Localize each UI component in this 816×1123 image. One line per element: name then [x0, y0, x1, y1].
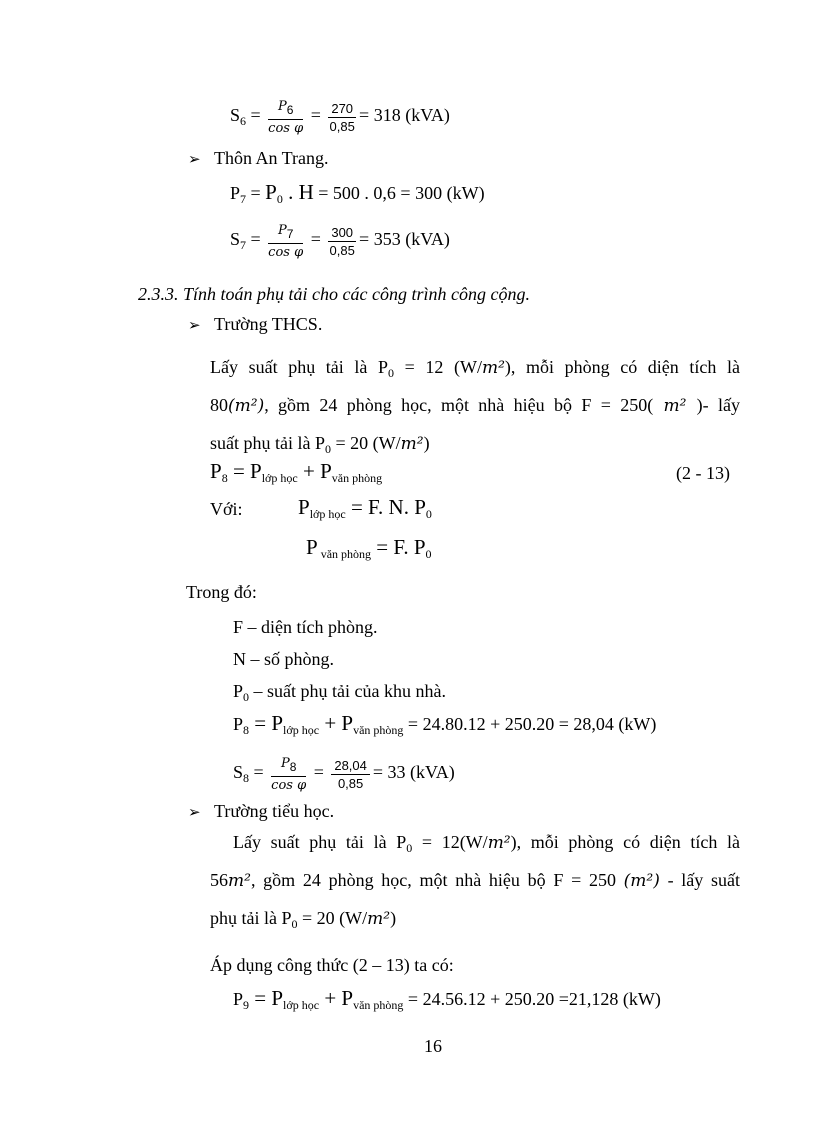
- s6-fraction-values: $\frac{270}{0,85}$: [329, 100, 355, 134]
- voi-label: Với:: [210, 499, 243, 519]
- thcs-heading: ➢ Trường THCS.: [188, 312, 322, 337]
- equation-number: (2 - 13): [676, 463, 730, 483]
- s7-fraction-power: $\frac{P7}{\text{cos φ}}$: [268, 223, 304, 260]
- s7-equation: $S_7$ = $\frac{P7}{\text{cos φ}}$ = $\frac{300}{0,85}$ = 353 (kVA): [230, 223, 450, 260]
- arrow-bullet-icon: ➢: [188, 803, 201, 821]
- s6-equation: $S_6$ = $\frac{P6}{\text{cos φ}}$ = $\frac{270}{0,85}$ = 318 (kVA): [230, 99, 450, 136]
- tieu-hoc-heading: ➢ Trường tiểu học.: [188, 799, 334, 824]
- definition-p0: $P_0$ – suất phụ tải của khu nhà.: [233, 681, 446, 704]
- p-van-phong-formula: P $_{văn phòng}$ = F. $P_0$: [306, 535, 432, 561]
- s8-fraction-power: $\frac{P8}{\text{cos φ}}$: [271, 756, 307, 793]
- s8-equation: $S_8$ = $\frac{P8}{\text{cos φ}}$ = $\frac{28,04}{0,85}$ = 33 (kVA): [233, 756, 455, 793]
- s7-fraction-values: $\frac{300}{0,85}$: [329, 224, 355, 258]
- section-title: 2.3.3. Tính toán phụ tải cho các công trình công cộng.: [138, 284, 530, 304]
- page-number: 16: [424, 1036, 442, 1056]
- thcs-paragraph-line-3: suất phụ tải là $P_0 = 20$ (W/m²): [210, 433, 430, 456]
- apply-formula-text: Áp dụng công thức (2 – 13) ta có:: [210, 955, 454, 975]
- tieu-hoc-paragraph-line-2: 56m², gồm 24 phòng học, một nhà hiệu bộ F = 250 (m²) - lấy suất: [210, 870, 741, 891]
- formula-2-13: $P_8 = P_{lớp học} + P_{văn phòng}$: [210, 459, 383, 485]
- s6-fraction-power: $\frac{P6}{\text{cos φ}}$: [268, 99, 304, 136]
- an-trang-heading: ➢ Thôn An Trang.: [188, 146, 329, 171]
- thcs-paragraph-line-2: 80(m²), gồm 24 phòng học, một nhà hiệu bộ F = 250( m² )- lấy: [210, 395, 740, 416]
- tieu-hoc-paragraph-line-1: Lấy suất phụ tải là $P_0 = 12(W/m^2)$, mỗi phòng có diện tích là: [233, 832, 740, 855]
- p9-equation: $P_9 = P_{lớp học} + P_{văn phòng} = 24.56.12 + 250.20 =21,128$ (kW): [233, 986, 661, 1012]
- thcs-paragraph-line-1: Lấy suất phụ tải là $P_0 = 12$ (W/m²), mỗi phòng có diện tích là: [210, 357, 740, 380]
- arrow-bullet-icon: ➢: [188, 150, 201, 168]
- s8-fraction-values: $\frac{28,04}{0,85}$: [331, 758, 370, 791]
- definition-f: F – diện tích phòng.: [233, 617, 378, 637]
- definition-n: N – số phòng.: [233, 649, 335, 669]
- trong-do-label: Trong đó:: [186, 582, 257, 602]
- arrow-bullet-icon: ➢: [188, 316, 201, 334]
- tieu-hoc-paragraph-line-3: phụ tải là $P_0 = 20$ (W/m²): [210, 908, 397, 931]
- p-lop-hoc-formula: $P_{lớp học} = F$. N. $P_0$: [298, 495, 432, 521]
- p8-equation: $P_8 = P_{lớp học} + P_{văn phòng} = 24.80.12 + 250.20 = 28,04$ (kW): [233, 711, 657, 737]
- p7-equation: $P_7 = P_0$ . H = 500 . 0,6 = 300 (kW): [230, 180, 485, 206]
